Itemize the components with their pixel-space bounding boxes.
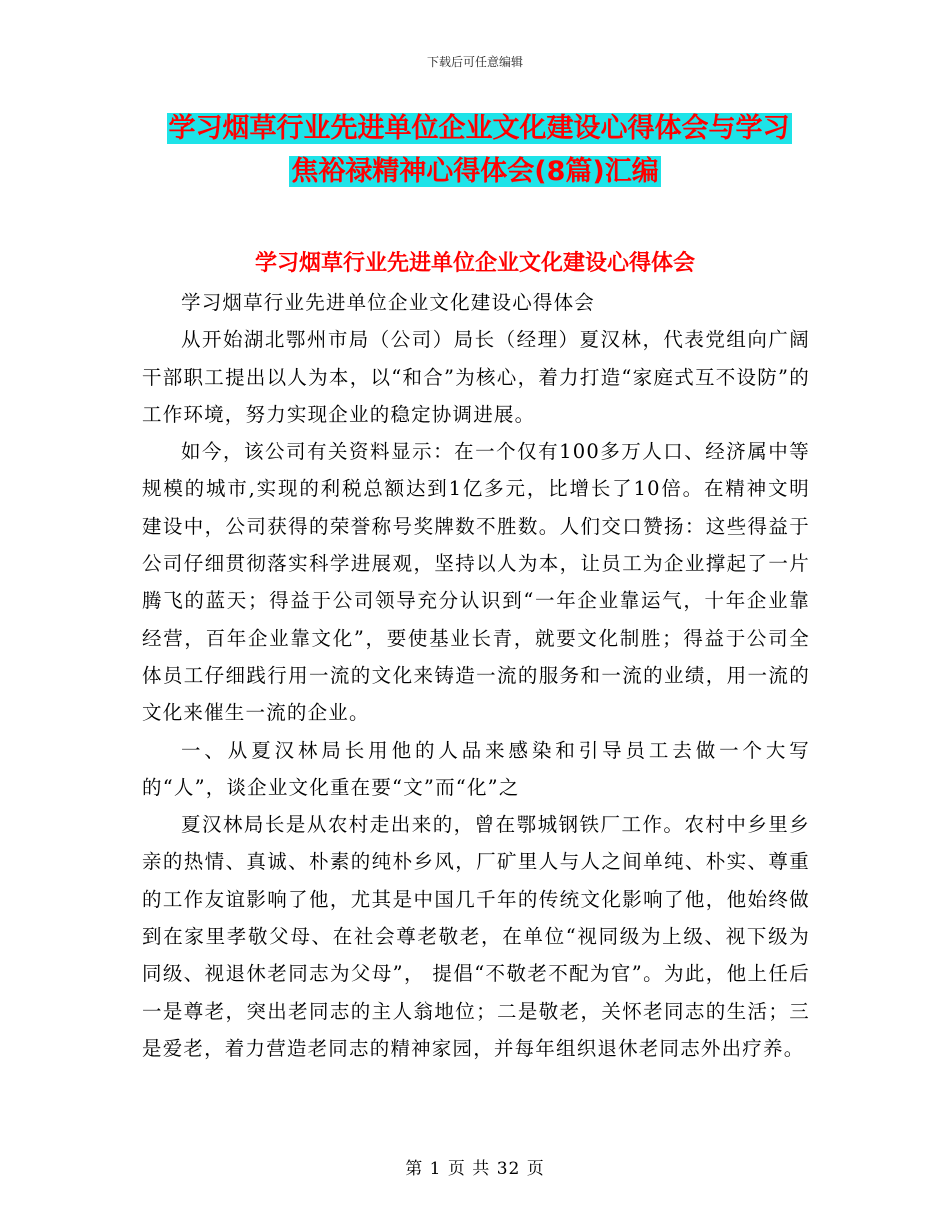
document-body xyxy=(142,284,810,1067)
document-title-line-2 xyxy=(0,155,950,189)
section-title: 学习烟草行业先进单位企业文化建设心得体会 xyxy=(254,251,695,276)
paragraph: 一、从夏汉林局长用他的人品来感染和引导员工去做一个大写的“人”，谈企业文化重在要“文”而“化”之 xyxy=(142,738,810,799)
title-highlight: 焦裕禄精神心得体会(8篇)汇编 xyxy=(291,156,659,187)
page-footer: 第 1 页 共 32 页 xyxy=(405,1159,545,1179)
paragraph: 学习烟草行业先进单位企业文化建设心得体会 xyxy=(181,291,596,314)
header-note: 下载后可任意编辑 xyxy=(426,55,523,69)
paragraph: 从开始湖北鄂州市局（公司）局长（经理）夏汉林，代表党组向广阔干部职工提出以人为本，以“和合”为核心，着力打造“家庭式互不设防”的工作环境，努力实现企业的稳定协调进展。 xyxy=(142,328,810,426)
document-title-line-1 xyxy=(4,112,950,146)
paragraph: 夏汉林局长是从农村走出来的，曾在鄂城钢铁厂工作。农村中乡里乡亲的热情、真诚、朴素的纯朴乡风，厂矿里人与人之间单纯、朴实、尊重的工作友谊影响了他，尤其是中国几千年的传统文化影响了他，他始终做到在家里孝敬父母、在社会尊老敬老，在单位“视同级为上级、视下级为同级、视退休老同志为父母”， 提倡“不敬老不配为官”。为此，他上任后一是尊老，突出老同志的主人翁地位；二是敬老，关怀老同志的生活；三是爱老，着力营造老同志的精神家园，并每年组织退休老同志外出疗养。 xyxy=(142,813,810,1060)
paragraph: 如今，该公司有关资料显示：在一个仅有100多万人口、经济属中等规模的城市,实现的利税总额达到1亿多元，比增长了10倍。在精神文明建设中，公司获得的荣誉称号奖牌数不胜数。人们交口赞扬：这些得益于公司仔细贯彻落实科学进展观，坚持以人为本，让员工为企业撑起了一片腾飞的蓝天；得益于公司领导充分认识到“一年企业靠运气，十年企业靠经营，百年企业靠文化”，要使基业长青，就要文化制胜；得益于公司全体员工仔细践行用一流的文化来铸造一流的服务和一流的业绩，用一流的文化来催生一流的企业。 xyxy=(142,440,810,725)
title-highlight: 学习烟草行业先进单位企业文化建设心得体会与学习 xyxy=(168,113,790,144)
